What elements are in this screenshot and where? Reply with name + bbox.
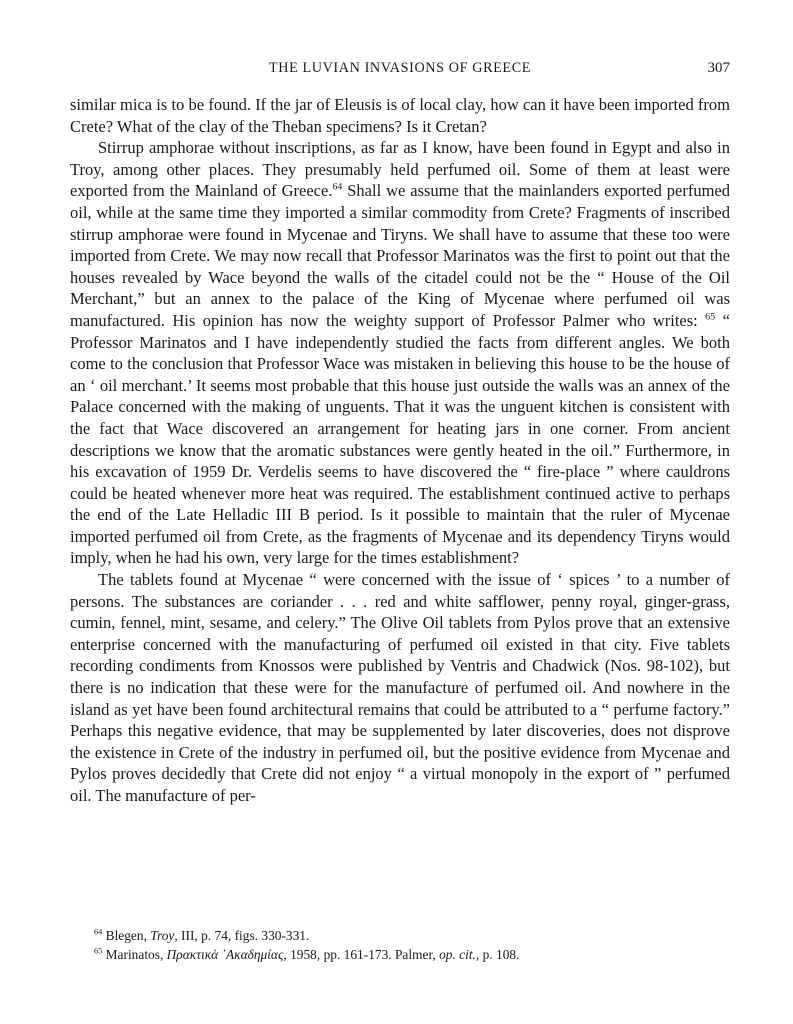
footnote-65-pre: Marinatos, <box>102 947 167 962</box>
footnote-65-number: 65 <box>94 946 103 956</box>
paragraph-1: similar mica is to be found. If the jar of Eleusis is of local clay, how can it have been imported from Crete? What of the clay of the Theban specimens? Is it Cretan? <box>70 95 730 136</box>
footnote-ref-65[interactable]: 65 <box>705 311 716 323</box>
footnote-65 <box>70 945 730 964</box>
body-text <box>70 94 730 807</box>
footnote-64-post: , III, p. 74, figs. 330-331. <box>174 928 310 943</box>
running-header <box>70 60 730 80</box>
paragraph-2-part-1: Stirrup amphorae without inscriptions, as far as I know, have been found in Egypt and also in Troy, among other places. They presumably held perfumed oil. Some of them at least were exported from the Mainland of Greece. <box>70 138 730 201</box>
paragraph-2-part-3: “ Professor Marinatos and I have independently studied the facts from different angles. We both come to the conclusion that Professor Wace was mistaken in believing this house to be the house of an ‘ oil merchant.’ It seems most probable that this house just outside the walls was an annex of the Palace concerned with the making of unguents. That it was the unguent kitchen is consistent with the fact that Wace discovered an arrangement for heating jars in one corner. From ancient descriptions we know that the aromatic substances were gently heated in the oil.” Furthermore, in his excavation of 1959 Dr. Verdelis seems to have discovered the “ fire-place ” where cauldrons could be heated whenever more heat was required. The establishment continued active to perhaps the end of the Late Helladic III B period. Is it possible to maintain that the ruler of Mycenae imported perfumed oil from Crete, as the fragments of Mycenae and its dependency Tiryns would imply, when he had his own, very large for the times establishment? <box>70 310 730 568</box>
footnote-64-pre: Blegen, <box>102 928 151 943</box>
paragraph-2 <box>70 137 730 569</box>
footnote-65-op-cit: op. cit. <box>439 947 476 962</box>
footnotes <box>70 926 730 964</box>
footnote-64-number: 64 <box>94 927 103 937</box>
footnote-ref-64[interactable]: 64 <box>332 181 343 193</box>
footnote-65-greek-title: Πρακτικὰ ᾿Ακαδημίας <box>166 947 284 962</box>
footnote-65-post: , p. 108. <box>475 947 520 962</box>
paragraph-2-part-2: Shall we assume that the mainlanders exported perfumed oil, while at the same time they imported a similar commodity from Crete? Fragments of inscribed stirrup amphorae were found in Mycenae and Tiryns. We shall have to assume that these too were imported from Crete. We may now recall that Professor Marinatos was the first to point out that the houses revealed by Wace beyond the walls of the citadel could not be the “ House of the Oil Merchant,” but an annex to the palace of the King of Mycenae where perfumed oil was manufactured. His opinion has now the weighty support of Professor Palmer who writes: <box>70 181 730 330</box>
page-number: 307 <box>707 60 730 76</box>
paragraph-3: The tablets found at Mycenae “ were concerned with the issue of ‘ spices ’ to a number of persons. The substances are coriander . . . red and white safflower, penny royal, ginger-grass, cumin, fennel, mint, sesame, and celery.” The Olive Oil tablets from Pylos prove that an extensive enterprise concerned with the manufacturing of perfumed oil existed in that city. Five tablets recording condiments from Knossos were published by Ventris and Chadwick (Nos. 98-102), but there is no indication that these were for the manufacture of perfumed oil. And nowhere in the island as yet have been found architectural remains that could be attributed to a “ perfume factory.” Perhaps this negative evidence, that may be supplemented by later discoveries, does not disprove the existence in Crete of the industry in perfumed oil, but the positive evidence from Mycenae and Pylos proves decidedly that Crete did not enjoy “ a virtual monopoly in the export of ” perfumed oil. The manufacture of per- <box>70 570 730 805</box>
footnote-65-mid: , 1958, pp. 161-173. Palmer, <box>283 947 440 962</box>
footnote-64-title: Troy <box>150 928 175 943</box>
running-title: THE LUVIAN INVASIONS OF GREECE <box>268 60 532 76</box>
footnote-64 <box>70 926 730 945</box>
